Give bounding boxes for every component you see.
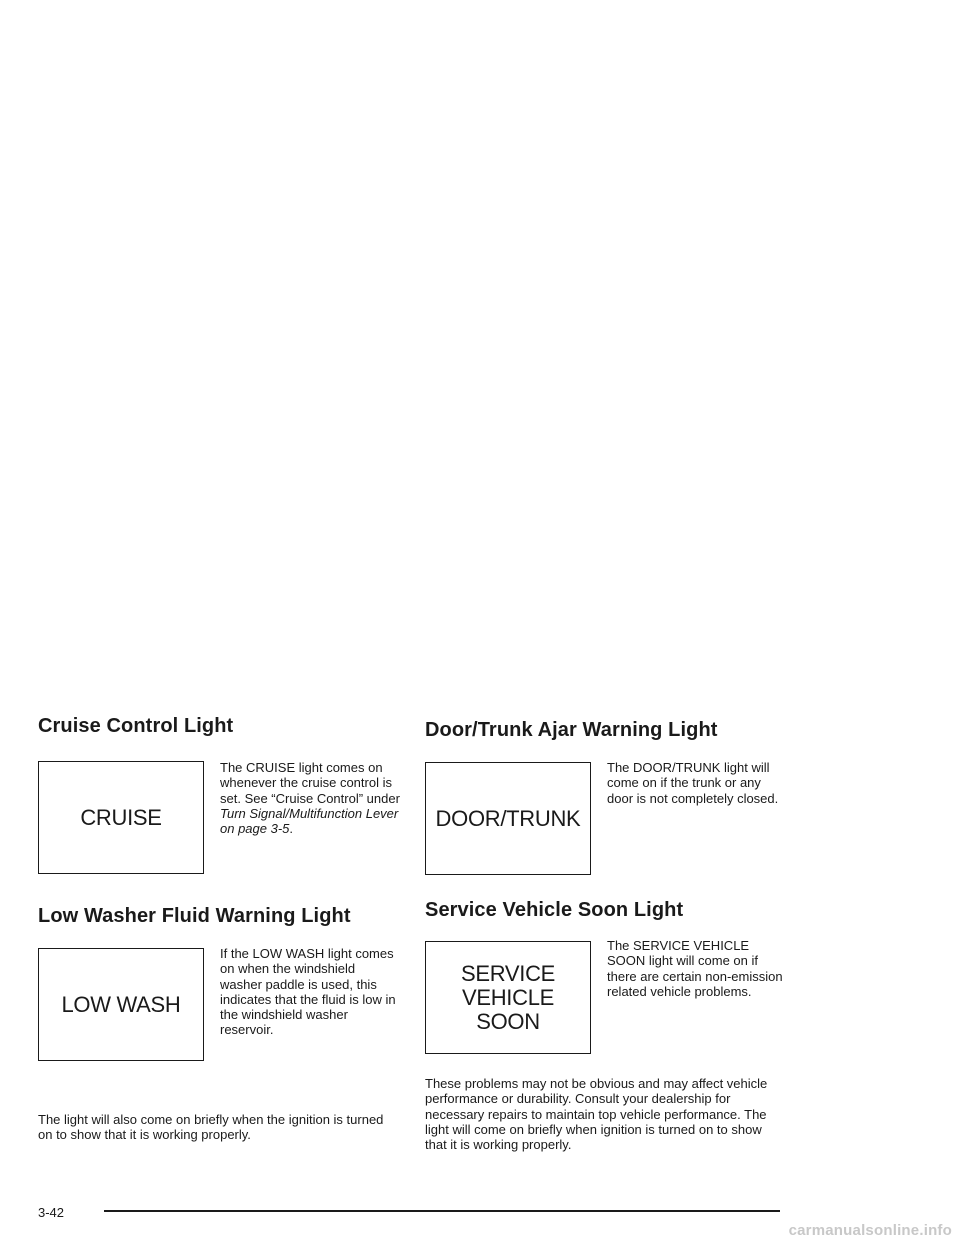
low-washer-description: If the LOW WASH light comes on when the windshield washer paddle is used, this indicates that the fluid is low in the windshield washer reservoir. (220, 946, 396, 1038)
door-trunk-indicator-label: DOOR/TRUNK (435, 805, 581, 831)
door-trunk-indicator-icon (425, 762, 591, 875)
cruise-page-reference-link[interactable]: Turn Signal/Multifunction Lever on page 3-5 (220, 805, 399, 837)
service-vehicle-section (425, 898, 785, 1153)
cruise-description (220, 760, 400, 836)
door-trunk-section (425, 718, 785, 831)
page-number: 3-42 (38, 1205, 65, 1220)
service-vehicle-description: The SERVICE VEHICLE SOON light will come on if there are certain non-emission related vehicle problems. (607, 938, 783, 999)
cruise-indicator-icon (38, 761, 204, 874)
low-washer-heading: Low Washer Fluid Warning Light (38, 905, 351, 927)
low-wash-indicator-icon (38, 948, 204, 1061)
low-wash-indicator-label: LOW WASH (61, 991, 181, 1017)
watermark-logo: carmanualsonline.info (788, 1222, 952, 1239)
door-trunk-heading: Door/Trunk Ajar Warning Light (425, 719, 718, 741)
service-vehicle-paragraph: These problems may not be obvious and may affect vehicle performance or durability. Consult your dealership for necessary repairs to maintain top vehicle performance. The light will come on briefly when ignition is turned on to show that it is working properly. (425, 1076, 768, 1153)
cruise-control-section (38, 714, 400, 837)
service-vehicle-indicator-label: SERVICE VEHICLE SOON (460, 960, 556, 1034)
footer-rule (104, 1210, 780, 1212)
cruise-description-end: . (289, 821, 294, 837)
service-vehicle-heading: Service Vehicle Soon Light (425, 899, 684, 921)
cruise-control-heading: Cruise Control Light (38, 715, 234, 737)
cruise-indicator-label: CRUISE (80, 804, 162, 830)
door-trunk-description: The DOOR/TRUNK light will come on if the trunk or any door is not completely closed. (607, 760, 779, 806)
cruise-description-text: The CRUISE light comes on whenever the cruise control is set. See “Cruise Control” under (220, 760, 400, 806)
low-washer-section (38, 904, 398, 1143)
low-washer-paragraph: The light will also come on briefly when the ignition is turned on to show that it is working properly. (38, 1112, 384, 1143)
service-vehicle-indicator-icon (425, 941, 591, 1054)
